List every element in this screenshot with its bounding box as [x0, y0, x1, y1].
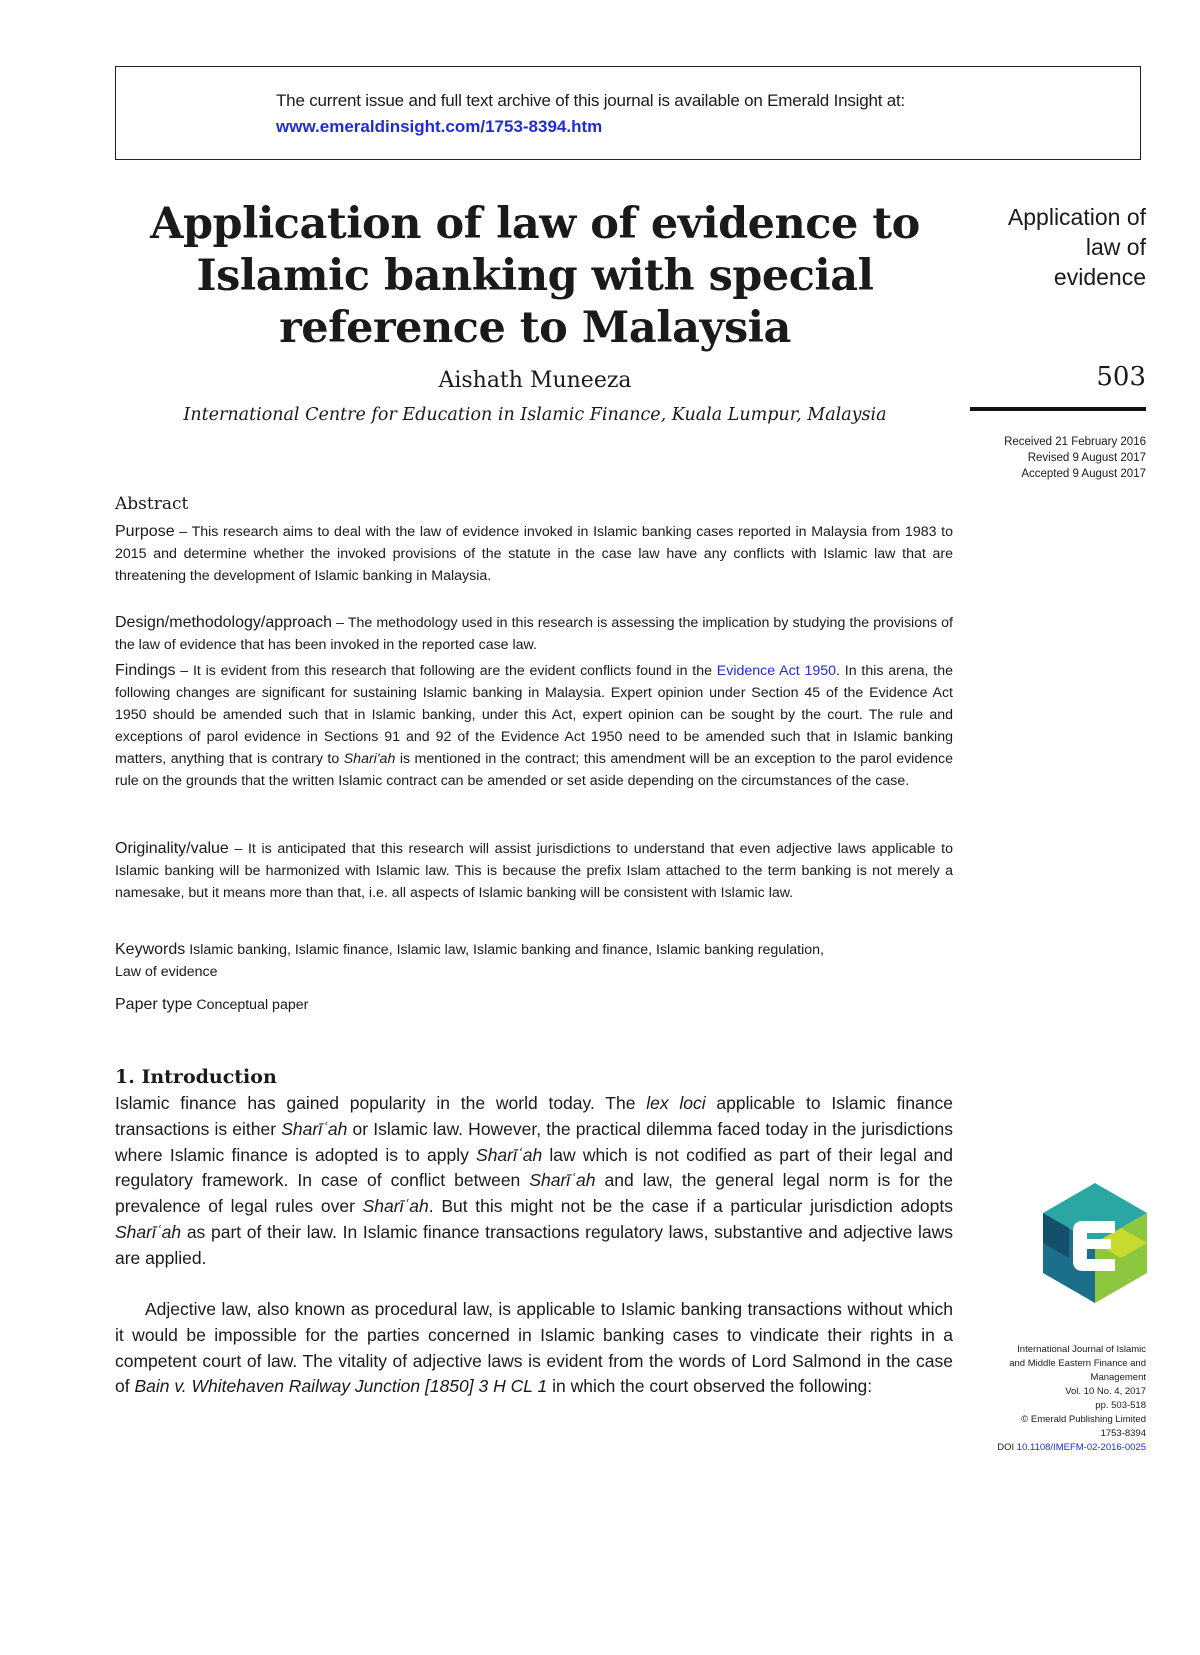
italic-term: Sharīʿah [281, 1118, 348, 1139]
title-line: Islamic banking with special [196, 251, 874, 301]
body-text: law which is not codified as part of their legal and regulatory framework. In case of conflict between [115, 1144, 954, 1191]
journal-pages: pp. 503-518 [1095, 1400, 1146, 1411]
journal-copyright: © Emerald Publishing Limited [1021, 1414, 1146, 1425]
logo-e-glyph [1073, 1221, 1115, 1271]
running-title-line: Application of [1007, 204, 1146, 230]
date-received: Received 21 February 2016 [1004, 436, 1146, 448]
abstract-design [115, 612, 953, 656]
italic-term: Sharīʿah [362, 1196, 429, 1217]
purpose-label: Purpose [115, 523, 175, 540]
running-title-line: law of [1085, 234, 1146, 260]
body-text: as part of their law. In Islamic finance transactions regulatory laws, substantive and adjective laws are applied. [115, 1221, 953, 1268]
body-text: Adjective law, also known as procedural law, is applicable to Islamic banking transactions without which it would be impossible for the parties concerned in Islamic banking cases to vindicate their rights in a competent court of law. The vitality of adjective laws is evident from the words of Lord Salmond in the case of [115, 1299, 953, 1397]
intro-paragraph-2 [115, 1297, 953, 1400]
journal-name-line: and Middle Eastern Finance and [1009, 1358, 1146, 1369]
body-text: in which the court observed the following: [547, 1376, 873, 1397]
paper-type-label: Paper type [115, 996, 193, 1013]
abstract-heading: Abstract [115, 494, 189, 514]
body-text: . But this might not be the case if a particular jurisdiction adopts [428, 1196, 953, 1217]
findings-text: is mentioned in the contract; this amendment will be an exception to the parol evidence rule on the grounds that the written Islamic contract can be amended or set aside depending on the circumstances of the case. [115, 751, 953, 789]
archive-link[interactable]: www.emeraldinsight.com/1753-8394.htm [276, 117, 603, 136]
keywords-label: Keywords [115, 941, 186, 958]
evidence-act-link[interactable]: Evidence Act 1950 [716, 663, 837, 679]
margin-rule-divider [970, 407, 1146, 411]
journal-name-line: International Journal of Islamic [1017, 1344, 1146, 1355]
italic-term: Sharīʿah [529, 1170, 596, 1191]
section-heading-introduction: 1. Introduction [115, 1066, 277, 1088]
archive-notice-text: The current issue and full text archive of this journal is available on Emerald Insight at: [276, 91, 906, 110]
article-title [130, 198, 940, 354]
paper-type-text: Conceptual paper [192, 997, 309, 1013]
case-citation: Bain v. Whitehaven Railway Junction [1850] 3 H CL 1 [134, 1376, 548, 1397]
body-text: and law, the general legal norm is for the prevalence of legal rules over [115, 1170, 953, 1217]
italic-term: lex loci [646, 1093, 706, 1113]
date-accepted: Accepted 9 August 2017 [1021, 468, 1146, 480]
italic-term: Sharīʿah [476, 1144, 543, 1165]
italic-term: Sharīʿah [115, 1221, 182, 1242]
abstract-originality [115, 838, 953, 904]
findings-text: . In this arena, the following changes are significant for sustaining Islamic banking in Malaysia. Expert opinion under Section 45 of the Evidence Act 1950 should be amended such that in Islamic banking, under this Act, expert opinion can be sought by the court. The rule and exceptions of parol evidence in Sections 91 and 92 of the Evidence Act 1950 need to be amended such that in Islamic banking matters, anything that is contrary to [115, 663, 953, 767]
doi-link[interactable]: 10.1108/IMEFM-02-2016-0025 [1016, 1442, 1146, 1453]
running-title-line: evidence [1053, 264, 1146, 290]
doi-label: DOI [997, 1442, 1015, 1453]
archive-notice-box [115, 66, 1141, 160]
journal-issn: 1753-8394 [1100, 1428, 1146, 1439]
abstract-keywords [115, 939, 835, 983]
body-text: or Islamic law. However, the practical dilemma faced today in the jurisdictions where Islamic finance is adopted is to apply [115, 1118, 953, 1165]
running-title [960, 202, 1146, 292]
journal-name-line: Management [1090, 1372, 1146, 1383]
findings-text: – It is evident from this research that following are the evident conflicts found in the [175, 663, 717, 679]
date-revised: Revised 9 August 2017 [1027, 452, 1146, 464]
author-name: Aishath Muneeza [438, 368, 632, 393]
keywords-text: Islamic banking, Islamic finance, Islamic law, Islamic banking and finance, Islamic banking regulation, Law of evidence [115, 942, 824, 980]
body-text: Islamic finance has gained popularity in the world today. The [115, 1093, 647, 1113]
intro-paragraph-1 [115, 1091, 953, 1272]
journal-doi [960, 1441, 1146, 1455]
abstract-findings [115, 660, 953, 792]
journal-volume: Vol. 10 No. 4, 2017 [1065, 1386, 1146, 1397]
findings-label: Findings [115, 662, 176, 679]
abstract-paper-type [115, 994, 953, 1016]
abstract-purpose [115, 521, 953, 587]
emerald-logo [1043, 1183, 1147, 1303]
journal-info [960, 1343, 1146, 1455]
design-text: – The methodology used in this research is assessing the implication by studying the provisions of the law of evidence that has been invoked in the reported case law. [115, 615, 953, 653]
purpose-text: – This research aims to deal with the law of evidence invoked in Islamic banking cases reported in Malaysia from 1983 to 2015 and determine whether the invoked provisions of the statute in the case law have any conflicts with Islamic law that are threatening the development of Islamic banking in Malaysia. [115, 524, 953, 584]
originality-label: Originality/value [115, 840, 229, 857]
title-line: reference to Malaysia [279, 303, 791, 353]
title-line: Application of law of evidence to [150, 199, 920, 249]
article-dates [960, 434, 1146, 482]
originality-text: – It is anticipated that this research will assist jurisdictions to understand that even adjective laws applicable to Islamic banking will be harmonized with Islamic law. This is because the prefix Islam attached to the term banking is not merely a namesake, but it means more than that, i.e. all aspects of Islamic banking will be consistent with Islamic law. [115, 841, 953, 901]
body-text: applicable to Islamic finance transactions is either [115, 1093, 953, 1139]
design-label: Design/methodology/approach [115, 614, 333, 631]
author-affiliation: International Centre for Education in Islamic Finance, Kuala Lumpur, Malaysia [183, 405, 887, 425]
shariah-term: Shari'ah [343, 751, 396, 767]
page-number: 503 [1096, 362, 1146, 392]
